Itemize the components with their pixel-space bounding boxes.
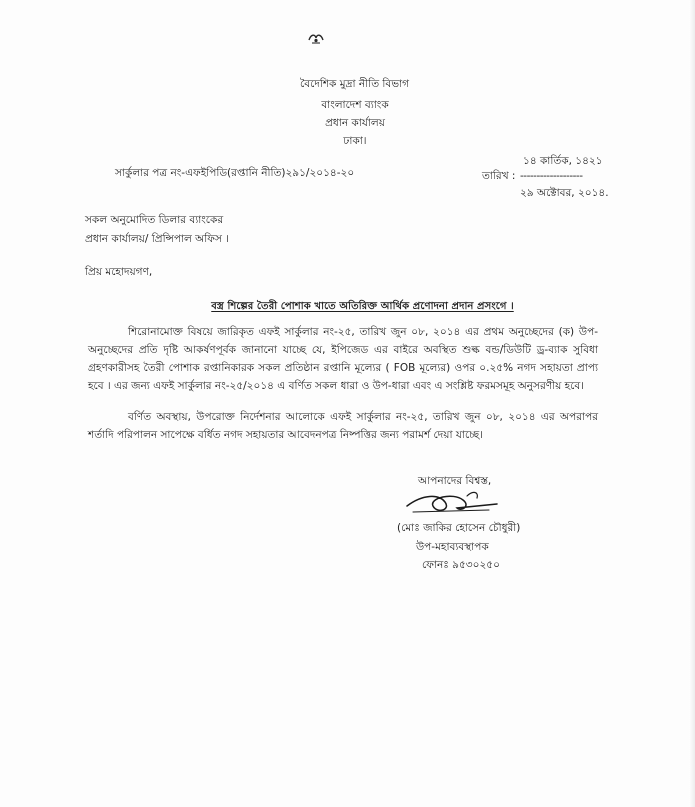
salutation: প্রিয় মহোদয়গণ, <box>85 266 153 278</box>
signature-image <box>393 486 508 522</box>
body-paragraph-2: বর্ণিত অবস্থায়, উপরোক্ত নির্দেশনার আলোকে এফই সার্কুলার নং-২৫, তারিখ জুন ০৮, ২০১৪ এর অপরাপর শর্তাদি পরিপালন সাপেক্ষে বর্ধিত নগদ সহায়তার আবেদনপত্র নিষ্পত্তির জন্য পরামর্শ দেয়া যাচ্ছে। <box>88 411 598 441</box>
circular-number: সার্কুলার পত্র নং-এফইপিডি(রপ্তানি নীতি)২৯১/২০১৪-২০ <box>115 167 355 179</box>
signatory-name: (মোঃ জাকির হোসেন চৌধুরী) <box>397 522 521 534</box>
date-label: তারিখ : <box>482 170 516 182</box>
date-dashes: ------------------- <box>520 170 583 182</box>
city-name: ঢাকা। <box>343 135 367 147</box>
bank-name: বাংলাদেশ ব্যাংক <box>321 99 389 111</box>
office-name: প্রধান কার্যালয় <box>325 117 385 129</box>
date-english: ২৯ অক্টোবর, ২০১৪. <box>520 187 609 199</box>
addressee-line-1: সকল অনুমোদিত ডিলার ব্যাংকের <box>85 214 224 226</box>
emblem-icon <box>306 31 326 45</box>
closing-yours: আপনাদের বিশ্বস্ত, <box>418 475 492 487</box>
page-edge-shadow <box>689 0 695 807</box>
subject-line: বস্ত্র শিল্পের তৈরী পোশাক খাতে অতিরিক্ত আর্থিক প্রণোদনা প্রদান প্রসংগে । <box>211 301 514 312</box>
department-name: বৈদেশিক মুদ্রা নীতি বিভাগ <box>300 78 410 90</box>
addressee-line-2: প্রধান কার্যালয়/ প্রিন্সিপাল অফিস । <box>85 233 229 245</box>
body-paragraph-1: শিরোনামোক্ত বিষয়ে জারিকৃত এফই সার্কুলার নং-২৫, তারিখ জুন ০৮, ২০১৪ এর প্রথম অনুচ্ছেদের (ক) উপ-অনুচ্ছেদের প্রতি দৃষ্টি আকর্ষণপূর্বক জানানো যাচ্ছে যে, ইপিজেড এর বাইরে অবস্থিত শুল্ক বন্ড/ডিউটি ড্র-ব্যাক সুবিধা গ্রহণকারীসহ তৈরী পোশাক রপ্তানিকারক সকল প্রতিষ্ঠান রপ্তানি মূল্যের ( FOB মূল্যের) ওপর ০.২৫% নগদ সহায়তা প্রাপ্য হবে । এর জন্য এফই সার্কুলার নং-২৫/২০১৪ এ বর্ণিত সকল ধারা ও উপ-ধারা এবং এ সংশ্লিষ্ট ফরমসমূহ অনুসরণীয় হবে। <box>88 326 598 392</box>
signatory-designation: উপ-মহাব্যবস্থাপক <box>416 541 489 553</box>
signatory-phone: ফোনঃ ৯৫৩০২৫০ <box>422 559 500 571</box>
date-bangla: ১৪ কার্তিক, ১৪২১ <box>523 155 603 167</box>
